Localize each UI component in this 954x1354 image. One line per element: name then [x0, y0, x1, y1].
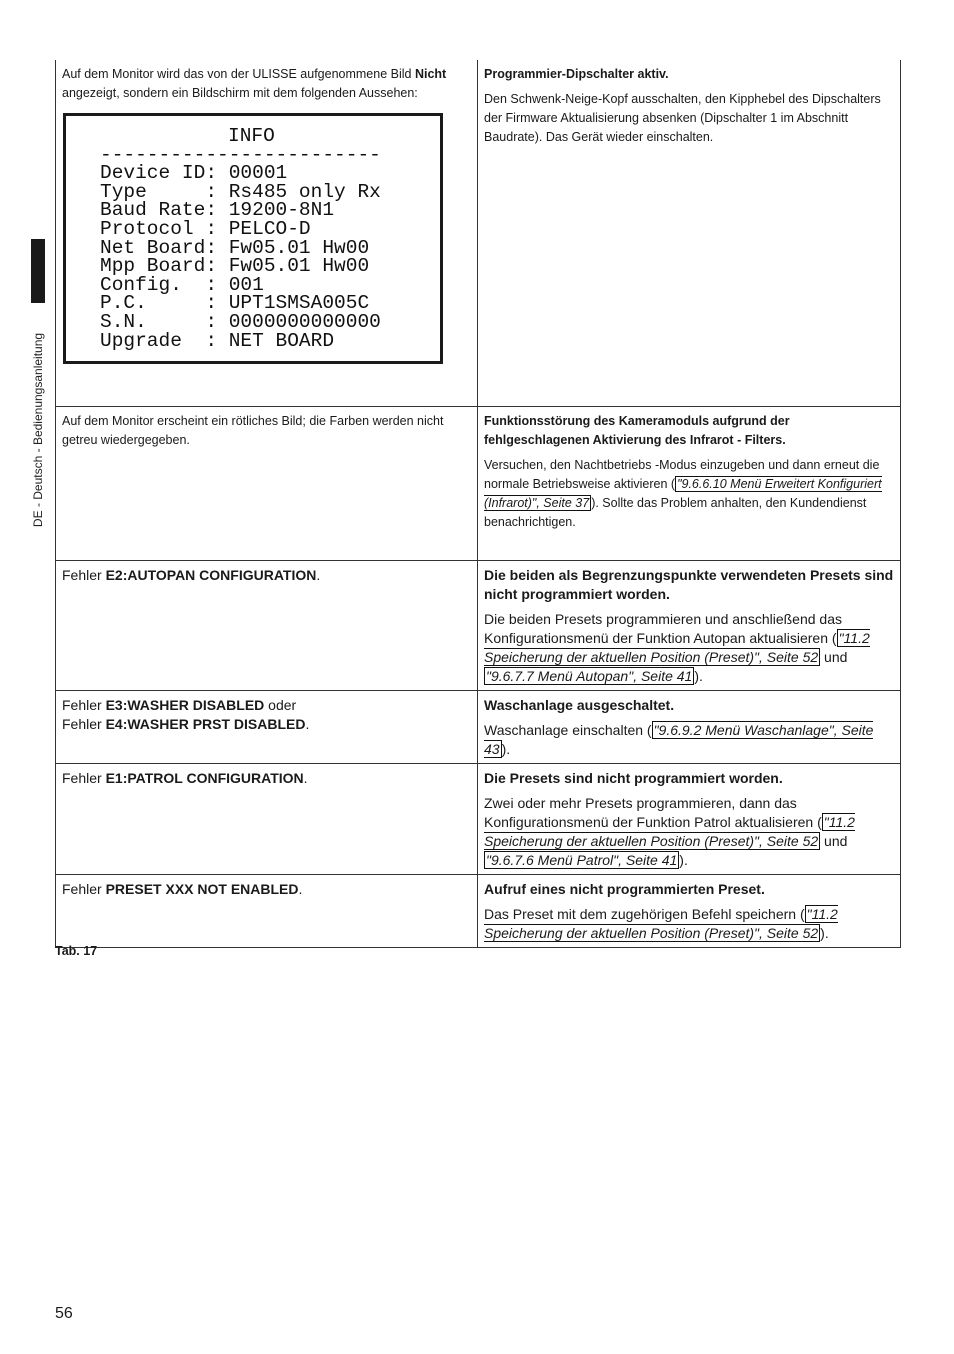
monitor-info-screen [63, 113, 443, 364]
problem-text: Fehler [62, 716, 106, 732]
solution-text [484, 456, 894, 532]
monitor-line: Type : Rs485 only Rx [100, 180, 381, 203]
cross-reference-link[interactable]: "9.6.6.10 Menü Erweitert Konfiguriert (Infrarot)", Seite 37 [484, 477, 882, 510]
error-code: PRESET XXX NOT ENABLED [105, 881, 299, 897]
problem-text: Fehler [62, 770, 106, 786]
solution-text-part: Das Preset mit dem zugehörigen Befehl speichern ( [484, 906, 805, 922]
solution-text-part: und [820, 649, 848, 665]
problem-cell [56, 561, 478, 691]
problem-cell [56, 875, 478, 948]
solution-text-part: Zwei oder mehr Presets programmieren, dann das Konfigurationsmenü der Funktion Patrol aktualisieren ( [484, 795, 822, 830]
error-code: E1:PATROL CONFIGURATION [105, 770, 304, 786]
solution-text [484, 721, 894, 759]
monitor-line: Config. : 001 [100, 273, 264, 296]
solution-text-part: und [820, 833, 848, 849]
monitor-line: Protocol : PELCO-D [100, 217, 311, 240]
side-tab-marker [31, 239, 45, 303]
table-row [56, 561, 901, 691]
cross-reference-link[interactable]: "11.2 Speicherung der aktuellen Position (Preset)", Seite 52 [484, 630, 870, 665]
solution-text-part: ). [679, 852, 688, 868]
solution-text [484, 794, 894, 870]
table-caption: Tab. 17 [55, 944, 98, 958]
solution-cell [478, 561, 901, 691]
cause-title: Funktionsstörung des Kameramoduls aufgrund der fehlgeschlagenen Aktivierung des Infrarot - Filters. [484, 414, 790, 447]
cause-title: Aufruf eines nicht programmierten Preset. [484, 881, 765, 897]
cause-title: Programmier-Dipschalter aktiv. [484, 67, 669, 81]
problem-text: Auf dem Monitor wird das von der ULISSE aufgenommene Bild [62, 67, 415, 81]
problem-text: Auf dem Monitor erscheint ein rötliches Bild; die Farben werden nicht getreu wiedergegeben. [62, 414, 444, 447]
problem-cell [56, 407, 478, 561]
table-row [56, 407, 901, 561]
problem-cell [56, 764, 478, 875]
error-code: E2:AUTOPAN CONFIGURATION [105, 567, 317, 583]
solution-cell [478, 60, 901, 407]
monitor-line: Device ID: 00001 [100, 162, 288, 185]
cross-reference-link[interactable]: "9.6.7.6 Menü Patrol", Seite 41 [486, 852, 678, 868]
page-number: 56 [55, 1305, 73, 1322]
solution-cell [478, 764, 901, 875]
problem-text: Fehler [62, 881, 106, 897]
monitor-line: Net Board: Fw05.01 Hw00 [100, 236, 370, 259]
solution-text-part: ). Sollte das Problem anhalten, den Kundendienst benachrichtigen. [484, 496, 867, 529]
cause-title: Die Presets sind nicht programmiert worden. [484, 770, 783, 786]
solution-text-part: ). [501, 741, 511, 757]
solution-text-part: Waschanlage einschalten ( [484, 722, 652, 738]
monitor-line: S.N. : 0000000000000 [100, 310, 381, 333]
problem-bold: Nicht [414, 67, 447, 81]
problem-text: . [316, 567, 321, 583]
problem-text: oder [264, 697, 297, 713]
monitor-line: Upgrade : NET BOARD [100, 329, 335, 352]
problem-cell [56, 691, 478, 764]
problem-text: . [305, 716, 310, 732]
monitor-line: Baud Rate: 19200-8N1 [100, 199, 335, 222]
solution-cell [478, 691, 901, 764]
cross-reference-link[interactable]: "9.6.7.7 Menü Autopan", Seite 41 [486, 668, 693, 684]
solution-text [484, 610, 894, 686]
solution-text-part: Versuchen, den Nachtbetriebs -Modus einzugeben und dann erneut die normale Betriebsweise aktivieren ( [484, 458, 880, 491]
side-label: DE - Deutsch - Bedienungsanleitung [31, 332, 45, 528]
solution-text [484, 905, 894, 943]
error-code: E4:WASHER PRST DISABLED [105, 716, 306, 732]
error-code: E3:WASHER DISABLED [105, 697, 265, 713]
table-row [56, 764, 901, 875]
solution-cell [478, 875, 901, 948]
problem-text: . [303, 770, 308, 786]
solution-text: Den Schwenk-Neige-Kopf ausschalten, den Kipphebel des Dipschalters der Firmware Aktualisierung absenken (Dipschalter 1 im Abschnitt Baudrate). Das Gerät wieder einschalten. [484, 92, 881, 144]
table-row [56, 875, 901, 948]
problem-text: angezeigt, sondern ein Bildschirm mit dem folgenden Aussehen: [62, 86, 418, 100]
monitor-line: Mpp Board: Fw05.01 Hw00 [100, 255, 370, 278]
solution-cell [478, 407, 901, 561]
cross-reference-link[interactable]: "11.2 Speicherung der aktuellen Position (Preset)", Seite 52 [484, 906, 838, 941]
cross-reference-link[interactable]: "9.6.9.2 Menü Waschanlage", Seite 43 [484, 722, 874, 757]
problem-text: Fehler [62, 697, 106, 713]
solution-text-part: ). [694, 668, 703, 684]
table-row [56, 691, 901, 764]
cross-reference-link[interactable]: "11.2 Speicherung der aktuellen Position (Preset)", Seite 52 [484, 814, 855, 849]
monitor-line: P.C. : UPT1SMSA005C [100, 292, 370, 315]
solution-text-part: Die beiden Presets programmieren und anschließend das Konfigurationsmenü der Funktion Autopan aktualisieren ( [484, 611, 842, 646]
monitor-title: INFO [228, 125, 275, 147]
problem-cell [56, 60, 478, 407]
problem-text: . [298, 881, 303, 897]
cause-title: Waschanlage ausgeschaltet. [484, 697, 675, 713]
table-row [56, 60, 901, 407]
cause-title: Die beiden als Begrenzungspunkte verwendeten Presets sind nicht programmiert worden. [484, 567, 894, 602]
problem-text: Fehler [62, 567, 106, 583]
troubleshooting-table [55, 60, 901, 948]
solution-text-part: ). [820, 925, 829, 941]
monitor-separator: ------------------------ [100, 143, 381, 166]
